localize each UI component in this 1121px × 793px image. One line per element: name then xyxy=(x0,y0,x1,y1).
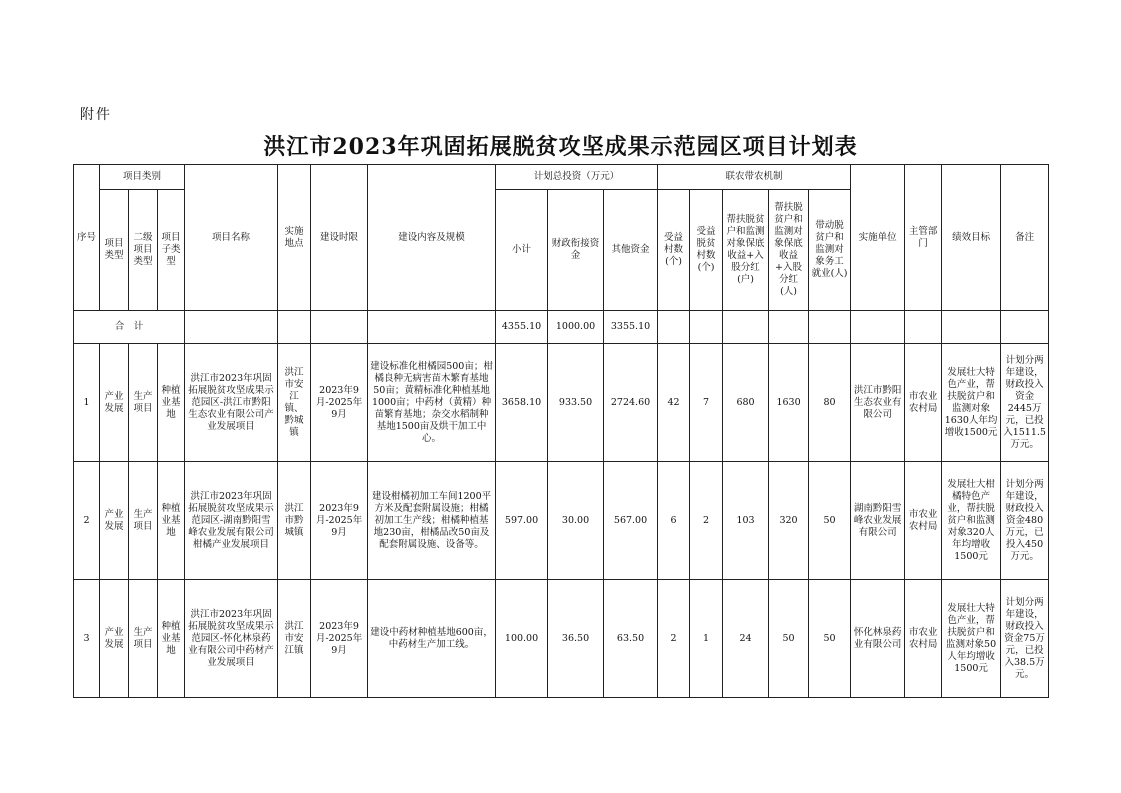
header-period: 建设时限 xyxy=(311,165,368,311)
header-remarks: 备注 xyxy=(1001,165,1049,311)
row-unit: 怀化林泉药业有限公司 xyxy=(851,580,905,698)
total-cell-empty xyxy=(690,311,723,344)
row-seq: 3 xyxy=(74,580,100,698)
row-remarks: 计划分两年建设，财政投入资金2445万元，已投入1511.5万元。 xyxy=(1001,344,1049,462)
row-goal: 发展壮大特色产业，帮扶脱贫户和监测对象50人年均增收1500元 xyxy=(942,580,1001,698)
row-sub: 种植业基地 xyxy=(158,580,185,698)
row-seq: 1 xyxy=(74,344,100,462)
row-fiscal: 30.00 xyxy=(548,462,604,580)
table-row xyxy=(74,462,1049,580)
row-villages: 42 xyxy=(658,344,690,462)
total-cell-empty xyxy=(185,311,278,344)
row-remarks: 计划分两年建设，财政投入资金480万元，已投入450万元。 xyxy=(1001,462,1049,580)
row-poor-villages: 2 xyxy=(690,462,723,580)
row-name: 洪江市2023年巩固拓展脱贫攻坚成果示范园区-洪江市黔阳生态农业有限公司产业发展项目 xyxy=(185,344,278,462)
row-department: 市农业农村局 xyxy=(905,344,942,462)
row-households: 103 xyxy=(723,462,769,580)
total-cell-empty xyxy=(809,311,851,344)
header-secondary-type: 二级项目类型 xyxy=(129,190,158,311)
row-content: 建设中药材种植基地600亩，中药材生产加工线。 xyxy=(368,580,496,698)
row-type: 产业发展 xyxy=(100,580,129,698)
row-unit: 洪江市黔阳生态农业有限公司 xyxy=(851,344,905,462)
row-name: 洪江市2023年巩固拓展脱贫攻坚成果示范园区-湖南黔阳雪峰农业发展有限公司柑橘产业发展项目 xyxy=(185,462,278,580)
header-other-funds: 其他资金 xyxy=(604,190,658,311)
header-employment: 带动脱贫户和监测对象务工就业(人) xyxy=(809,190,851,311)
total-fiscal: 1000.00 xyxy=(548,311,604,344)
row-seq: 2 xyxy=(74,462,100,580)
page-title: 洪江市2023年巩固拓展脱贫攻坚成果示范园区项目计划表 xyxy=(263,134,858,160)
row-other: 63.50 xyxy=(604,580,658,698)
row-secondary: 生产项目 xyxy=(129,344,158,462)
header-mechanism: 联农带农机制 xyxy=(658,165,851,190)
attachment-label: 附件 xyxy=(80,107,112,123)
row-unit: 湖南黔阳雪峰农业发展有限公司 xyxy=(851,462,905,580)
total-cell-empty xyxy=(723,311,769,344)
header-project-category: 项目类别 xyxy=(100,165,185,190)
row-remarks: 计划分两年建设，财政投入资金75万元，已投入38.5万元。 xyxy=(1001,580,1049,698)
total-cell-empty xyxy=(1001,311,1049,344)
total-label: 合 计 xyxy=(74,311,185,344)
table-row xyxy=(74,580,1049,698)
row-persons: 320 xyxy=(769,462,809,580)
header-benefit-villages: 受益村数(个) xyxy=(658,190,690,311)
row-secondary: 生产项目 xyxy=(129,580,158,698)
row-name: 洪江市2023年巩固拓展脱贫攻坚成果示范园区-怀化林泉药业有限公司中药材产业发展项目 xyxy=(185,580,278,698)
header-investment: 计划总投资（万元） xyxy=(496,165,658,190)
row-type: 产业发展 xyxy=(100,462,129,580)
row-persons: 50 xyxy=(769,580,809,698)
row-fiscal: 36.50 xyxy=(548,580,604,698)
row-location: 洪江市安江镇、黔城镇 xyxy=(278,344,311,462)
row-employment: 80 xyxy=(809,344,851,462)
header-benefit-poor-villages: 受益脱贫村数(个) xyxy=(690,190,723,311)
row-other: 2724.60 xyxy=(604,344,658,462)
row-goal: 发展壮大柑橘特色产业，帮扶脱贫户和监测对象320人年均增收1500元 xyxy=(942,462,1001,580)
header-help-households: 帮扶脱贫户和监测对象保底收益+入股分红(户) xyxy=(723,190,769,311)
header-seq: 序号 xyxy=(74,165,100,311)
row-poor-villages: 7 xyxy=(690,344,723,462)
table-row xyxy=(74,344,1049,462)
total-cell-empty xyxy=(368,311,496,344)
total-cell-empty xyxy=(905,311,942,344)
header-subtotal: 小计 xyxy=(496,190,548,311)
total-cell-empty xyxy=(851,311,905,344)
row-villages: 2 xyxy=(658,580,690,698)
row-period: 2023年9月-2025年9月 xyxy=(311,462,368,580)
row-fiscal: 933.50 xyxy=(548,344,604,462)
total-cell-empty xyxy=(278,311,311,344)
total-cell-empty xyxy=(658,311,690,344)
row-goal: 发展壮大特色产业，帮扶脱贫户和监测对象1630人年均增收1500元 xyxy=(942,344,1001,462)
header-goal: 绩效目标 xyxy=(942,165,1001,311)
total-cell-empty xyxy=(311,311,368,344)
row-location: 洪江市安江镇 xyxy=(278,580,311,698)
row-persons: 1630 xyxy=(769,344,809,462)
project-plan-table xyxy=(73,164,1049,698)
row-department: 市农业农村局 xyxy=(905,580,942,698)
header-fiscal-funds: 财政衔接资金 xyxy=(548,190,604,311)
total-cell-empty xyxy=(942,311,1001,344)
total-cell-empty xyxy=(769,311,809,344)
row-sub: 种植业基地 xyxy=(158,344,185,462)
row-other: 567.00 xyxy=(604,462,658,580)
row-subtotal: 597.00 xyxy=(496,462,548,580)
header-project-type: 项目类型 xyxy=(100,190,129,311)
row-poor-villages: 1 xyxy=(690,580,723,698)
total-subtotal: 4355.10 xyxy=(496,311,548,344)
header-sub-type: 项目子类型 xyxy=(158,190,185,311)
header-department: 主管部门 xyxy=(905,165,942,311)
row-employment: 50 xyxy=(809,580,851,698)
row-sub: 种植业基地 xyxy=(158,462,185,580)
row-period: 2023年9月-2025年9月 xyxy=(311,580,368,698)
total-row xyxy=(74,311,1049,344)
row-secondary: 生产项目 xyxy=(129,462,158,580)
row-subtotal: 100.00 xyxy=(496,580,548,698)
row-employment: 50 xyxy=(809,462,851,580)
header-unit: 实施单位 xyxy=(851,165,905,311)
header-content: 建设内容及规模 xyxy=(368,165,496,311)
row-subtotal: 3658.10 xyxy=(496,344,548,462)
row-type: 产业发展 xyxy=(100,344,129,462)
row-households: 24 xyxy=(723,580,769,698)
row-department: 市农业农村局 xyxy=(905,462,942,580)
header-row-1 xyxy=(74,165,1049,190)
header-help-persons: 帮扶脱贫户和监测对象保底收益+入股分红(人) xyxy=(769,190,809,311)
row-villages: 6 xyxy=(658,462,690,580)
header-project-name: 项目名称 xyxy=(185,165,278,311)
row-households: 680 xyxy=(723,344,769,462)
total-other: 3355.10 xyxy=(604,311,658,344)
header-location: 实施地点 xyxy=(278,165,311,311)
row-period: 2023年9月-2025年9月 xyxy=(311,344,368,462)
row-content: 建设柑橘初加工车间1200平方米及配套附属设施；柑橘初加工生产线；柑橘种植基地230亩，柑橘品改50亩及配套附属设施、设备等。 xyxy=(368,462,496,580)
row-location: 洪江市黔城镇 xyxy=(278,462,311,580)
row-content: 建设标准化柑橘园500亩；柑橘良种无病害苗木繁育基地50亩；黄精标准化种植基地1000亩；中药材（黄精）种苗繁育基地；杂交水稻制种基地1500亩及烘干加工中心。 xyxy=(368,344,496,462)
